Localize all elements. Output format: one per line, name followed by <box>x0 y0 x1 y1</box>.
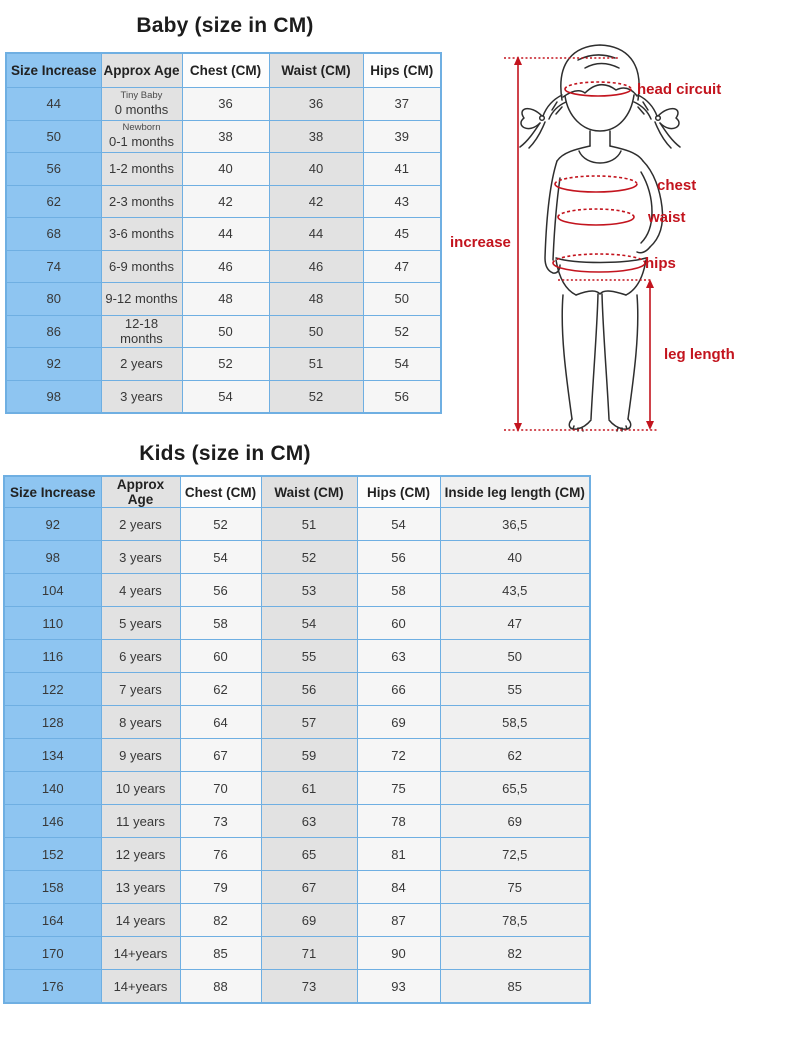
table-row <box>4 871 590 904</box>
table-row <box>4 640 590 673</box>
size-cell: 80 <box>6 283 101 316</box>
age-cell: 5 years <box>101 607 180 640</box>
chest-cell: 54 <box>180 541 261 574</box>
girl-figure-drawing <box>520 45 680 431</box>
chest-cell: 40 <box>182 153 269 186</box>
leg-cell: 36,5 <box>440 508 590 541</box>
column-header-hips: Hips (CM) <box>357 476 440 508</box>
size-cell: 98 <box>4 541 101 574</box>
hips-cell: 87 <box>357 904 440 937</box>
leg-cell: 62 <box>440 739 590 772</box>
waist-cell: 53 <box>261 574 357 607</box>
waist-cell: 46 <box>269 250 363 283</box>
hips-cell: 90 <box>357 937 440 970</box>
table-row <box>6 380 441 413</box>
age-cell: 6 years <box>101 640 180 673</box>
chest-cell: 88 <box>180 970 261 1004</box>
age-note: Newborn <box>122 122 161 134</box>
size-cell: 152 <box>4 838 101 871</box>
table-row <box>4 607 590 640</box>
age-cell: 2 years <box>101 348 182 381</box>
leg-cell: 69 <box>440 805 590 838</box>
waist-label: waist <box>648 209 686 226</box>
head-circuit-label: head circuit <box>637 81 722 98</box>
age-cell: 3 years <box>101 380 182 413</box>
waist-cell: 52 <box>269 380 363 413</box>
leg-cell: 58,5 <box>440 706 590 739</box>
chest-cell: 36 <box>182 88 269 121</box>
chest-cell: 50 <box>182 315 269 348</box>
age-value: 0-1 months <box>108 134 175 150</box>
age-cell: 1-2 months <box>101 153 182 186</box>
age-cell: 13 years <box>101 871 180 904</box>
waist-cell: 71 <box>261 937 357 970</box>
baby-header-row <box>6 53 441 88</box>
table-row <box>4 937 590 970</box>
column-header-age: Approx Age <box>101 53 182 88</box>
table-row <box>4 904 590 937</box>
waist-cell: 55 <box>261 640 357 673</box>
waist-cell: 57 <box>261 706 357 739</box>
column-header-chest: Chest (CM) <box>182 53 269 88</box>
hips-cell: 43 <box>363 185 441 218</box>
hips-cell: 56 <box>363 380 441 413</box>
kids-size-table <box>3 475 591 1004</box>
age-cell: 2-3 months <box>101 185 182 218</box>
hips-cell: 78 <box>357 805 440 838</box>
chest-cell: 85 <box>180 937 261 970</box>
size-cell: 62 <box>6 185 101 218</box>
table-row <box>6 153 441 186</box>
chest-ellipse <box>555 176 637 192</box>
size-cell: 50 <box>6 120 101 153</box>
hips-cell: 45 <box>363 218 441 251</box>
hips-label: hips <box>645 255 676 272</box>
table-row <box>6 250 441 283</box>
age-note: Tiny Baby <box>120 89 163 101</box>
size-cell: 92 <box>6 348 101 381</box>
hips-cell: 66 <box>357 673 440 706</box>
age-cell: 3 years <box>101 541 180 574</box>
waist-cell: 61 <box>261 772 357 805</box>
table-row <box>6 88 441 121</box>
table-row <box>4 838 590 871</box>
size-cell: 104 <box>4 574 101 607</box>
age-cell: 11 years <box>101 805 180 838</box>
hips-cell: 75 <box>357 772 440 805</box>
size-cell: 44 <box>6 88 101 121</box>
table-row <box>6 283 441 316</box>
age-value: 0 months <box>114 101 169 117</box>
hips-cell: 41 <box>363 153 441 186</box>
size-cell: 140 <box>4 772 101 805</box>
hips-cell: 54 <box>357 508 440 541</box>
age-cell: 14+years <box>101 937 180 970</box>
leg-cell: 78,5 <box>440 904 590 937</box>
chest-cell: 70 <box>180 772 261 805</box>
waist-cell: 44 <box>269 218 363 251</box>
column-header-chest: Chest (CM) <box>180 476 261 508</box>
measurement-figure-illustration <box>440 40 794 445</box>
size-cell: 98 <box>6 380 101 413</box>
size-cell: 116 <box>4 640 101 673</box>
age-cell: 6-9 months <box>101 250 182 283</box>
waist-cell: 67 <box>261 871 357 904</box>
waist-cell: 73 <box>261 970 357 1004</box>
age-cell: 12-18 months <box>101 315 182 348</box>
table-row <box>4 772 590 805</box>
waist-cell: 48 <box>269 283 363 316</box>
waist-cell: 51 <box>269 348 363 381</box>
table-row <box>6 315 441 348</box>
hips-cell: 84 <box>357 871 440 904</box>
size-cell: 110 <box>4 607 101 640</box>
chest-cell: 82 <box>180 904 261 937</box>
table-row <box>4 805 590 838</box>
chest-cell: 73 <box>180 805 261 838</box>
chest-cell: 52 <box>182 348 269 381</box>
age-cell: 2 years <box>101 508 180 541</box>
chest-cell: 79 <box>180 871 261 904</box>
table-row <box>6 185 441 218</box>
column-header-inside-leg: Inside leg length (CM) <box>440 476 590 508</box>
column-header-size: Size Increase <box>6 53 101 88</box>
age-cell <box>101 120 182 153</box>
chest-cell: 56 <box>180 574 261 607</box>
table-row <box>4 706 590 739</box>
hips-cell: 72 <box>357 739 440 772</box>
column-header-waist: Waist (CM) <box>261 476 357 508</box>
table-row <box>4 970 590 1004</box>
table-row <box>6 218 441 251</box>
size-cell: 170 <box>4 937 101 970</box>
hips-cell: 56 <box>357 541 440 574</box>
size-cell: 164 <box>4 904 101 937</box>
chest-cell: 42 <box>182 185 269 218</box>
leg-length-label: leg length <box>664 346 735 363</box>
age-cell: 14+years <box>101 970 180 1004</box>
table-row <box>4 673 590 706</box>
age-cell: 12 years <box>101 838 180 871</box>
hips-cell: 39 <box>363 120 441 153</box>
kids-header-row <box>4 476 590 508</box>
size-cell: 134 <box>4 739 101 772</box>
age-cell: 7 years <box>101 673 180 706</box>
chest-cell: 58 <box>180 607 261 640</box>
size-cell: 176 <box>4 970 101 1004</box>
table-row <box>4 739 590 772</box>
leg-cell: 65,5 <box>440 772 590 805</box>
table-row <box>4 541 590 574</box>
waist-cell: 69 <box>261 904 357 937</box>
leg-cell: 85 <box>440 970 590 1004</box>
age-cell: 10 years <box>101 772 180 805</box>
chest-cell: 64 <box>180 706 261 739</box>
column-header-waist: Waist (CM) <box>269 53 363 88</box>
size-cell: 92 <box>4 508 101 541</box>
hips-cell: 63 <box>357 640 440 673</box>
leg-cell: 50 <box>440 640 590 673</box>
size-cell: 74 <box>6 250 101 283</box>
table-row <box>6 348 441 381</box>
waist-cell: 56 <box>261 673 357 706</box>
waist-cell: 65 <box>261 838 357 871</box>
size-cell: 86 <box>6 315 101 348</box>
hips-cell: 54 <box>363 348 441 381</box>
size-cell: 158 <box>4 871 101 904</box>
chest-cell: 52 <box>180 508 261 541</box>
waist-cell: 38 <box>269 120 363 153</box>
chest-cell: 76 <box>180 838 261 871</box>
age-cell: 14 years <box>101 904 180 937</box>
table-row <box>4 508 590 541</box>
table-row <box>6 120 441 153</box>
chest-cell: 62 <box>180 673 261 706</box>
age-cell: 9-12 months <box>101 283 182 316</box>
hips-cell: 50 <box>363 283 441 316</box>
leg-cell: 43,5 <box>440 574 590 607</box>
chest-cell: 60 <box>180 640 261 673</box>
increase-extent-lines <box>504 58 658 430</box>
chest-cell: 54 <box>182 380 269 413</box>
chest-cell: 44 <box>182 218 269 251</box>
baby-table-title: Baby (size in CM) <box>136 14 314 37</box>
waist-cell: 52 <box>261 541 357 574</box>
waist-cell: 63 <box>261 805 357 838</box>
table-row <box>4 574 590 607</box>
age-cell: 3-6 months <box>101 218 182 251</box>
age-cell: 4 years <box>101 574 180 607</box>
chest-cell: 38 <box>182 120 269 153</box>
age-cell: 9 years <box>101 739 180 772</box>
size-cell: 122 <box>4 673 101 706</box>
age-cell <box>101 88 182 121</box>
hips-cell: 52 <box>363 315 441 348</box>
leg-cell: 82 <box>440 937 590 970</box>
hips-cell: 58 <box>357 574 440 607</box>
waist-cell: 36 <box>269 88 363 121</box>
baby-size-table <box>5 52 442 414</box>
size-cell: 56 <box>6 153 101 186</box>
column-header-size: Size Increase <box>4 476 101 508</box>
chest-cell: 48 <box>182 283 269 316</box>
leg-cell: 40 <box>440 541 590 574</box>
chest-label: chest <box>657 177 697 194</box>
column-header-age: Approx Age <box>101 476 180 508</box>
waist-cell: 42 <box>269 185 363 218</box>
waist-cell: 59 <box>261 739 357 772</box>
size-cell: 128 <box>4 706 101 739</box>
waist-cell: 51 <box>261 508 357 541</box>
leg-cell: 75 <box>440 871 590 904</box>
column-header-hips: Hips (CM) <box>363 53 441 88</box>
hips-cell: 69 <box>357 706 440 739</box>
waist-cell: 50 <box>269 315 363 348</box>
leg-cell: 47 <box>440 607 590 640</box>
leg-cell: 72,5 <box>440 838 590 871</box>
hips-cell: 93 <box>357 970 440 1004</box>
waist-cell: 54 <box>261 607 357 640</box>
kids-table-title: Kids (size in CM) <box>139 442 311 465</box>
increase-label: increase <box>450 234 511 251</box>
chest-cell: 46 <box>182 250 269 283</box>
hips-cell: 81 <box>357 838 440 871</box>
chest-cell: 67 <box>180 739 261 772</box>
size-cell: 68 <box>6 218 101 251</box>
hips-cell: 37 <box>363 88 441 121</box>
age-cell: 8 years <box>101 706 180 739</box>
leg-cell: 55 <box>440 673 590 706</box>
hips-cell: 60 <box>357 607 440 640</box>
waist-ellipse <box>558 209 634 225</box>
waist-cell: 40 <box>269 153 363 186</box>
hips-cell: 47 <box>363 250 441 283</box>
size-cell: 146 <box>4 805 101 838</box>
